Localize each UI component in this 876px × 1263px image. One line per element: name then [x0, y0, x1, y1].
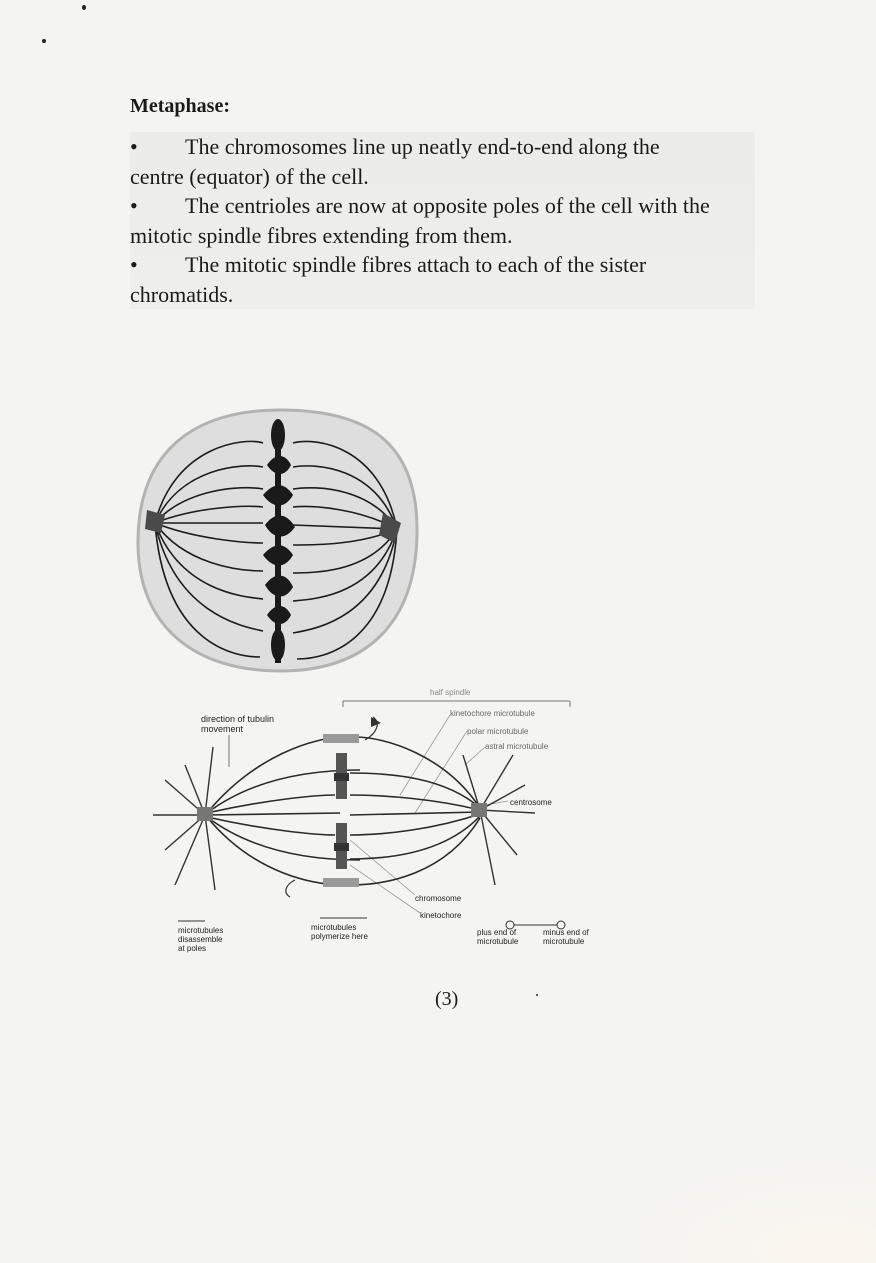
kinetochore-microtubule-label: kinetochore microtubule — [450, 709, 535, 718]
direction-label-line1: direction of tubulin — [201, 714, 275, 724]
bullet-list — [130, 132, 755, 309]
plus-end-label-line1: plus end of — [477, 928, 517, 937]
metaphase-cell-figure — [135, 405, 425, 675]
polymerize-label-line2: polymerize here — [311, 932, 368, 941]
polymerize-label-line1: microtubules — [311, 923, 357, 932]
right-astral-rays — [463, 755, 535, 885]
section-heading: Metaphase: — [130, 95, 230, 117]
bullet-item — [130, 191, 755, 250]
bullet-continuation: chromatids. — [130, 281, 234, 307]
bullet-marker: • — [130, 193, 138, 218]
plus-end-label-line2: microtubule — [477, 937, 519, 946]
scan-speck — [536, 994, 538, 996]
chromosome-label: chromosome — [415, 894, 462, 903]
polymerizing-fibre-bottom — [323, 878, 359, 887]
bullet-lead: The mitotic spindle fibres attach to each of the sister — [185, 252, 647, 277]
small-arrowhead — [371, 717, 381, 727]
chromosome-pair — [334, 753, 349, 869]
scan-speck — [82, 5, 86, 10]
half-spindle-label: half spindle — [430, 688, 471, 697]
disassemble-label-line3: at poles — [178, 944, 207, 953]
left-centrosome — [197, 807, 213, 821]
curved-arrow-bottom — [286, 880, 295, 897]
spindle-diagram — [145, 685, 615, 960]
disassemble-label-line1: microtubules — [178, 926, 224, 935]
bullet-lead: The centrioles are now at opposite poles of the cell with the — [185, 193, 710, 218]
page-number: (3) — [435, 988, 459, 1010]
bullet-item — [130, 250, 755, 309]
polar-microtubule-label: polar microtubule — [467, 727, 529, 736]
bullet-marker: • — [130, 134, 138, 159]
scan-speck — [42, 39, 46, 43]
direction-label-line2: movement — [201, 724, 244, 734]
kinetochore-label: kinetochore — [420, 911, 462, 920]
polymerizing-fibre-top — [323, 734, 359, 743]
bullet-marker: • — [130, 252, 138, 277]
bullet-continuation: mitotic spindle fibres extending from them. — [130, 222, 513, 248]
bullet-continuation: centre (equator) of the cell. — [130, 163, 369, 189]
minus-end-label-line2: microtubule — [543, 937, 585, 946]
lighting-glare — [616, 1153, 876, 1263]
bullet-lead: The chromosomes line up neatly end-to-end along the — [185, 134, 660, 159]
minus-end-label-line1: minus end of — [543, 928, 589, 937]
centrosome-label: centrosome — [510, 798, 552, 807]
astral-microtubule-label: astral microtubule — [485, 742, 549, 751]
right-centrosome — [471, 803, 487, 817]
bullet-item — [130, 132, 755, 191]
disassemble-label-line2: disassemble — [178, 935, 223, 944]
